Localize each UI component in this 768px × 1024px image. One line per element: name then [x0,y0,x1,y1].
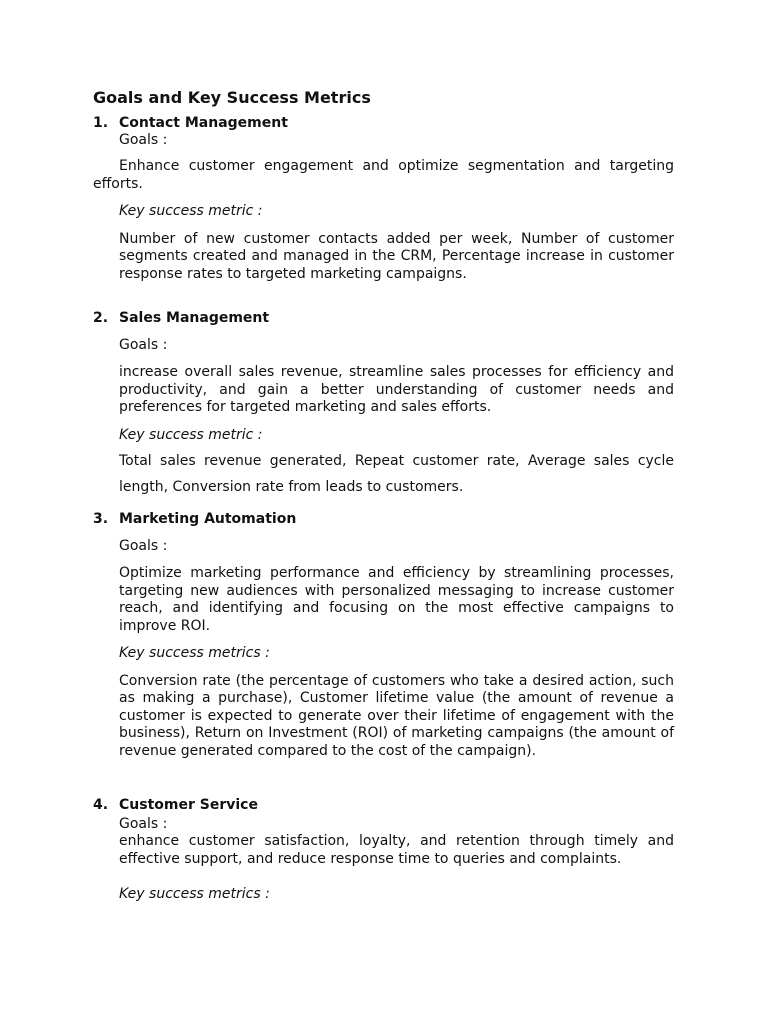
section-title: Sales Management [119,310,270,326]
key-metric-text: Total sales revenue generated, Repeat customer rate, Average sales cycle length, Conversion rate from leads to customers. [119,453,674,495]
goals-label: Goals : [119,337,168,353]
goals-text: Enhance customer engagement and optimize segmentation and targeting efforts. [93,158,674,192]
page-title: Goals and Key Success Metrics [93,88,371,107]
section-title: Contact Management [119,115,288,131]
key-metric-text: Conversion rate (the percentage of customers who take a desired action, such as making a purchase), Customer lifetime value (the amount of revenue a customer is expected to generate over their lifetime of engagement with the business), Return on Investment (ROI) of marketing campaigns (the amount of revenue generated compared to the cost of the campaign). [119,672,674,759]
key-metric-text: Number of new customer contacts added per week, Number of customer segments created and managed in the CRM, Percentage increase in customer response rates to targeted marketing campaigns. [119,230,674,282]
section-body [93,132,674,283]
goals-label: Goals : [119,132,168,148]
section-number: 4. [93,797,109,813]
goals-text: increase overall sales revenue, streamline sales processes for efficiency and productivity, and gain a better understanding of customer needs and preferences for targeted marketing and sales efforts. [119,364,674,415]
key-metric-label: Key success metric : [119,426,263,443]
section-heading [93,796,674,814]
goals-text: Optimize marketing performance and efficiency by streamlining processes, targeting new audiences with personalized messaging to increase customer reach, and identifying and focusing on the most effective campaigns to improve ROI. [119,565,674,634]
section-body [93,816,674,904]
section-number: 1. [93,115,109,131]
section-number: 2. [93,310,109,326]
section-heading [93,309,674,327]
goals-label: Goals : [119,816,168,832]
key-metric-label: Key success metric : [119,203,263,219]
section-sales-management [93,309,674,500]
section-marketing-automation [93,510,674,760]
key-metric-label: Key success metrics : [119,886,270,902]
goals-label: Goals : [119,538,168,554]
section-number: 3. [93,511,109,527]
section-title: Customer Service [119,797,258,813]
section-heading [93,510,674,528]
section-body [93,337,674,500]
section-contact-management [93,114,674,283]
section-title: Marketing Automation [119,511,297,527]
section-customer-service [93,796,674,904]
section-heading [93,114,674,132]
section-body [93,538,674,760]
key-metric-label: Key success metrics : [119,645,270,661]
goals-text: enhance customer satisfaction, loyalty, and retention through timely and effective support, and reduce response time to queries and complaints. [119,833,674,867]
